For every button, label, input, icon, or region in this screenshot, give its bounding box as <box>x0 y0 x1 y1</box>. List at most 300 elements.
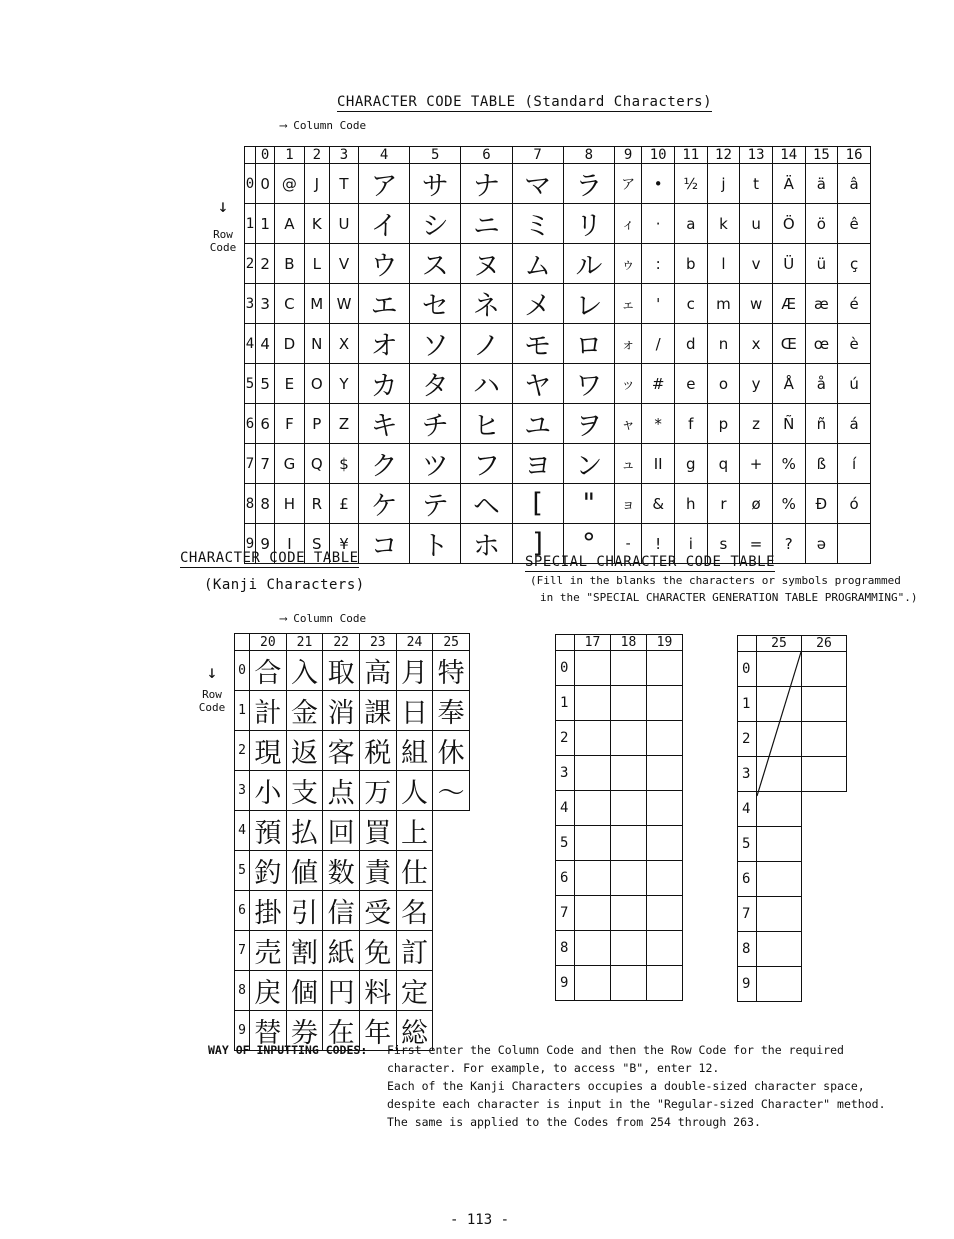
special-a-row <box>556 896 683 931</box>
special-a-row <box>556 791 683 826</box>
std-char-cell: • <box>642 164 675 204</box>
std-char-cell: q <box>707 444 740 484</box>
std-row-header: 1 <box>245 204 256 244</box>
std-char-cell: E <box>275 364 304 404</box>
inputting-codes-line: despite each character is input in the "Regular-sized Character" method. <box>387 1097 886 1111</box>
std-char-cell: N <box>304 324 330 364</box>
std-char-cell: å <box>805 364 838 404</box>
std-char-cell: s <box>707 524 740 564</box>
std-char-cell: œ <box>805 324 838 364</box>
std-char-cell: £ <box>330 484 359 524</box>
special-b-row-header: 9 <box>738 967 757 1002</box>
special-b-blank-cell <box>802 897 847 932</box>
std-row-header: 2 <box>245 244 256 284</box>
std-column-header: 3 <box>330 147 359 164</box>
kanji-char-cell: 客 <box>323 731 360 771</box>
special-a-row <box>556 756 683 791</box>
kanji-char-cell: 金 <box>286 691 323 731</box>
special-b-row-header: 1 <box>738 687 757 722</box>
std-char-cell: æ <box>805 284 838 324</box>
kanji-char-cell: 点 <box>323 771 360 811</box>
std-char-cell: ミ <box>512 204 563 244</box>
std-char-cell: i <box>674 524 707 564</box>
std-char-cell: リ <box>563 204 614 244</box>
std-char-cell: ç <box>838 244 871 284</box>
std-char-cell: G <box>275 444 304 484</box>
kanji-char-cell: 円 <box>323 971 360 1011</box>
std-char-cell: M <box>304 284 330 324</box>
std-char-cell: j <box>707 164 740 204</box>
kanji-column-header: 20 <box>250 634 287 651</box>
special-a-blank-cell <box>575 756 611 791</box>
std-char-cell: é <box>838 284 871 324</box>
inputting-codes-line: The same is applied to the Codes from 254 through 263. <box>387 1115 761 1129</box>
kanji-char-cell: 免 <box>359 931 396 971</box>
std-char-cell: フ <box>461 444 512 484</box>
special-b-row-header: 6 <box>738 862 757 897</box>
kanji-char-cell: 戻 <box>250 971 287 1011</box>
std-char-cell: l <box>707 244 740 284</box>
kanji-char-cell: 人 <box>396 771 433 811</box>
special-a-row-header: 7 <box>556 896 575 931</box>
std-char-cell: ソ <box>410 324 461 364</box>
std-char-cell: 7 <box>256 444 275 484</box>
std-char-cell: ア <box>358 164 409 204</box>
special-b-blank-cell <box>802 652 847 687</box>
std-char-cell: コ <box>358 524 409 564</box>
kanji-column-code-label <box>280 612 366 625</box>
special-a-column-header: 19 <box>647 635 683 651</box>
std-char-cell: メ <box>512 284 563 324</box>
kanji-char-cell: 高 <box>359 651 396 691</box>
std-title-text: CHARACTER CODE TABLE (Standard Characters) <box>337 94 713 110</box>
std-char-cell: : <box>642 244 675 284</box>
kanji-char-cell: 返 <box>286 731 323 771</box>
std-char-cell: Æ <box>772 284 805 324</box>
std-row-header: 5 <box>245 364 256 404</box>
kanji-char-cell: 税 <box>359 731 396 771</box>
std-table-row <box>245 404 871 444</box>
std-header-row <box>245 147 871 164</box>
std-table-row <box>245 284 871 324</box>
std-char-cell: % <box>772 444 805 484</box>
std-char-cell: L <box>304 244 330 284</box>
kanji-table-row <box>235 811 470 851</box>
std-char-cell: C <box>275 284 304 324</box>
special-a-row-header: 6 <box>556 861 575 896</box>
std-char-cell: í <box>838 444 871 484</box>
std-char-cell: Å <box>772 364 805 404</box>
std-char-cell: 2 <box>256 244 275 284</box>
std-char-cell: ケ <box>358 484 409 524</box>
special-b-row-header: 4 <box>738 792 757 827</box>
std-char-cell: マ <box>512 164 563 204</box>
std-char-cell: ッ <box>614 364 641 404</box>
std-char-cell: ヒ <box>461 404 512 444</box>
std-table-title <box>337 94 712 110</box>
kanji-char-cell: 仕 <box>396 851 433 891</box>
std-char-cell: 3 <box>256 284 275 324</box>
kanji-char-cell: 売 <box>250 931 287 971</box>
kanji-char-cell: 数 <box>323 851 360 891</box>
kanji-char-cell: 現 <box>250 731 287 771</box>
special-a-header-row <box>556 635 683 651</box>
kanji-row-code-label <box>197 664 227 714</box>
kanji-character-table <box>234 633 470 1051</box>
std-char-cell: ス <box>410 244 461 284</box>
std-char-cell: チ <box>410 404 461 444</box>
std-char-cell: ャ <box>614 404 641 444</box>
std-char-cell: セ <box>410 284 461 324</box>
kanji-char-cell: 小 <box>250 771 287 811</box>
std-char-cell: ォ <box>614 324 641 364</box>
std-char-cell: ? <box>772 524 805 564</box>
special-a-blank-cell <box>647 686 683 721</box>
std-char-cell: # <box>642 364 675 404</box>
kanji-row-code-line2: Code <box>198 701 226 714</box>
kanji-char-cell: 預 <box>250 811 287 851</box>
kanji-char-cell: 料 <box>359 971 396 1011</box>
std-char-cell: è <box>838 324 871 364</box>
std-char-cell: ú <box>838 364 871 404</box>
special-a-blank-cell <box>575 721 611 756</box>
kanji-column-header: 23 <box>359 634 396 651</box>
std-char-cell: ニ <box>461 204 512 244</box>
std-row-code-label <box>208 198 238 254</box>
kanji-char-cell: 買 <box>359 811 396 851</box>
std-table-row <box>245 364 871 404</box>
kanji-char-cell: 訂 <box>396 931 433 971</box>
kanji-column-header: 22 <box>323 634 360 651</box>
kanji-char-cell: 日 <box>396 691 433 731</box>
std-table-row <box>245 164 871 204</box>
kanji-char-cell: 年 <box>359 1011 396 1051</box>
std-char-cell: [ <box>512 484 563 524</box>
std-column-code-text: Column Code <box>293 119 367 132</box>
std-column-header: 9 <box>614 147 641 164</box>
kanji-char-cell: 責 <box>359 851 396 891</box>
std-char-cell: K <box>304 204 330 244</box>
kanji-header-row <box>235 634 470 651</box>
kanji-char-cell <box>433 851 470 891</box>
kanji-table-row <box>235 731 470 771</box>
std-char-cell: ä <box>805 164 838 204</box>
std-char-cell: II <box>642 444 675 484</box>
std-char-cell: ナ <box>461 164 512 204</box>
std-row-header: 8 <box>245 484 256 524</box>
std-char-cell: % <box>772 484 805 524</box>
std-char-cell: ロ <box>563 324 614 364</box>
kanji-char-cell: 受 <box>359 891 396 931</box>
std-char-cell: " <box>563 484 614 524</box>
special-b-blank-cell <box>802 722 847 757</box>
arrow-down-icon: ↓ <box>206 662 218 683</box>
special-b-row-header: 3 <box>738 757 757 792</box>
special-a-row-header: 4 <box>556 791 575 826</box>
std-char-cell: ヲ <box>563 404 614 444</box>
kanji-char-cell: 奉 <box>433 691 470 731</box>
std-column-header: 2 <box>304 147 330 164</box>
std-char-cell: V <box>330 244 359 284</box>
kanji-column-code-text: Column Code <box>293 612 367 625</box>
kanji-table-row <box>235 891 470 931</box>
std-char-cell: Z <box>330 404 359 444</box>
std-char-cell: @ <box>275 164 304 204</box>
kanji-column-header: 21 <box>286 634 323 651</box>
kanji-char-cell: 名 <box>396 891 433 931</box>
std-char-cell: ヨ <box>512 444 563 484</box>
special-b-row <box>738 967 847 1002</box>
special-b-blank-cell <box>802 967 847 1002</box>
kanji-char-cell: 引 <box>286 891 323 931</box>
std-char-cell: ü <box>805 244 838 284</box>
std-char-cell: ア <box>614 164 641 204</box>
std-column-header: 8 <box>563 147 614 164</box>
std-char-cell: ß <box>805 444 838 484</box>
kanji-char-cell: 券 <box>286 1011 323 1051</box>
std-char-cell: Ä <box>772 164 805 204</box>
special-a-blank-cell <box>575 966 611 1001</box>
std-char-cell: w <box>740 284 773 324</box>
std-char-cell: x <box>740 324 773 364</box>
std-column-header: 13 <box>740 147 773 164</box>
kanji-char-cell: 休 <box>433 731 470 771</box>
kanji-char-cell: 定 <box>396 971 433 1011</box>
std-char-cell: 9 <box>256 524 275 564</box>
std-char-cell: m <box>707 284 740 324</box>
arrow-down-icon: ↓ <box>217 196 229 217</box>
std-char-cell: I <box>275 524 304 564</box>
std-char-cell: * <box>642 404 675 444</box>
kanji-title-text: CHARACTER CODE TABLE <box>180 550 359 566</box>
special-a-row <box>556 686 683 721</box>
special-a-row <box>556 721 683 756</box>
kanji-char-cell: 消 <box>323 691 360 731</box>
special-b-blank-cell <box>757 862 802 897</box>
special-a-row <box>556 931 683 966</box>
special-b-row <box>738 932 847 967</box>
special-a-row-header: 2 <box>556 721 575 756</box>
std-char-cell: ト <box>410 524 461 564</box>
std-char-cell: e <box>674 364 707 404</box>
std-char-cell: ョ <box>614 484 641 524</box>
std-char-cell: u <box>740 204 773 244</box>
std-char-cell: ュ <box>614 444 641 484</box>
special-table-note <box>530 572 918 606</box>
kanji-char-cell <box>433 891 470 931</box>
std-char-cell: n <box>707 324 740 364</box>
inputting-codes-label: WAY OF INPUTTING CODES: <box>208 1043 368 1057</box>
std-char-cell: サ <box>410 164 461 204</box>
special-a-blank-cell <box>575 861 611 896</box>
kanji-char-cell: 総 <box>396 1011 433 1051</box>
special-b-row-header: 5 <box>738 827 757 862</box>
std-char-cell: ネ <box>461 284 512 324</box>
std-row-header: 6 <box>245 404 256 444</box>
std-char-cell: 1 <box>256 204 275 244</box>
kanji-char-cell: ～ <box>433 771 470 811</box>
kanji-corner-cell <box>235 634 250 651</box>
special-a-column-header: 17 <box>575 635 611 651</box>
special-a-row <box>556 651 683 686</box>
special-a-blank-cell <box>575 896 611 931</box>
std-char-cell: Œ <box>772 324 805 364</box>
std-char-cell: シ <box>410 204 461 244</box>
std-char-cell: 5 <box>256 364 275 404</box>
special-a-row <box>556 966 683 1001</box>
kanji-char-cell: 万 <box>359 771 396 811</box>
std-char-cell: ヌ <box>461 244 512 284</box>
std-char-cell: T <box>330 164 359 204</box>
std-row-header: 0 <box>245 164 256 204</box>
std-char-cell: ½ <box>674 164 707 204</box>
inputting-codes-line: Each of the Kanji Characters occupies a double-sized character space, <box>387 1079 865 1093</box>
kanji-char-cell <box>433 931 470 971</box>
special-b-blank-cell <box>757 897 802 932</box>
special-a-row-header: 5 <box>556 826 575 861</box>
std-char-cell: á <box>838 404 871 444</box>
std-char-cell: タ <box>410 364 461 404</box>
std-char-cell: 6 <box>256 404 275 444</box>
kanji-char-cell: 掛 <box>250 891 287 931</box>
std-char-cell: ホ <box>461 524 512 564</box>
std-char-cell: ø <box>740 484 773 524</box>
std-table-row <box>245 444 871 484</box>
special-b-blank-cell <box>802 932 847 967</box>
special-a-blank-cell <box>575 651 611 686</box>
std-char-cell: レ <box>563 284 614 324</box>
std-char-cell: S <box>304 524 330 564</box>
std-corner-cell <box>245 147 256 164</box>
diagonal-slash <box>737 650 807 800</box>
special-a-blank-cell <box>647 861 683 896</box>
kanji-row-code-line1: Row <box>202 688 222 701</box>
std-char-cell: ウ <box>358 244 409 284</box>
kanji-char-cell: 取 <box>323 651 360 691</box>
kanji-table-row <box>235 691 470 731</box>
kanji-row-header: 8 <box>235 971 250 1011</box>
std-column-header: 1 <box>275 147 304 164</box>
std-char-cell: O <box>304 364 330 404</box>
special-a-row <box>556 861 683 896</box>
kanji-row-header: 3 <box>235 771 250 811</box>
std-char-cell: イ <box>358 204 409 244</box>
special-table-a <box>555 634 683 1001</box>
special-a-blank-cell <box>611 896 647 931</box>
std-char-cell: ク <box>358 444 409 484</box>
special-a-blank-cell <box>611 686 647 721</box>
special-b-column-header: 25 <box>757 636 802 652</box>
std-char-cell: ° <box>563 524 614 564</box>
special-b-blank-cell <box>802 827 847 862</box>
special-a-row-header: 8 <box>556 931 575 966</box>
std-column-header: 10 <box>642 147 675 164</box>
std-char-cell: モ <box>512 324 563 364</box>
std-char-cell: ö <box>805 204 838 244</box>
kanji-row-header: 0 <box>235 651 250 691</box>
arrow-right-icon: ⟶ <box>280 119 287 132</box>
std-char-cell: D <box>275 324 304 364</box>
kanji-char-cell: 替 <box>250 1011 287 1051</box>
kanji-row-header: 7 <box>235 931 250 971</box>
std-char-cell: P <box>304 404 330 444</box>
std-column-header: 14 <box>772 147 805 164</box>
std-char-cell: ' <box>642 284 675 324</box>
std-column-header: 12 <box>707 147 740 164</box>
special-a-blank-cell <box>647 756 683 791</box>
kanji-row-header: 6 <box>235 891 250 931</box>
special-a-row-header: 3 <box>556 756 575 791</box>
std-table-row <box>245 204 871 244</box>
std-row-header: 3 <box>245 284 256 324</box>
special-b-row <box>738 897 847 932</box>
kanji-char-cell: 信 <box>323 891 360 931</box>
std-char-cell: z <box>740 404 773 444</box>
special-a-blank-cell <box>611 861 647 896</box>
special-a-column-header: 18 <box>611 635 647 651</box>
special-b-column-header: 26 <box>802 636 847 652</box>
std-char-cell: A <box>275 204 304 244</box>
special-a-row-header: 0 <box>556 651 575 686</box>
std-char-cell <box>838 524 871 564</box>
special-b-row-header: 8 <box>738 932 757 967</box>
kanji-row-header: 4 <box>235 811 250 851</box>
special-a-blank-cell <box>647 791 683 826</box>
kanji-char-cell: 値 <box>286 851 323 891</box>
special-note-line1: (Fill in the blanks the characters or symbols programmed <box>530 574 901 587</box>
std-column-header: 0 <box>256 147 275 164</box>
kanji-table-row <box>235 771 470 811</box>
std-char-cell: キ <box>358 404 409 444</box>
std-table-row <box>245 324 871 364</box>
std-char-cell: 8 <box>256 484 275 524</box>
std-table-row <box>245 484 871 524</box>
std-char-cell: ツ <box>410 444 461 484</box>
std-column-header: 4 <box>358 147 409 164</box>
std-char-cell: Q <box>304 444 330 484</box>
std-char-cell: ェ <box>614 284 641 324</box>
special-a-blank-cell <box>575 686 611 721</box>
std-row-header: 7 <box>245 444 256 484</box>
special-a-blank-cell <box>611 966 647 1001</box>
std-char-cell: p <box>707 404 740 444</box>
std-char-cell: ! <box>642 524 675 564</box>
std-char-cell: ê <box>838 204 871 244</box>
kanji-char-cell: 月 <box>396 651 433 691</box>
std-char-cell: ¥ <box>330 524 359 564</box>
std-column-header: 7 <box>512 147 563 164</box>
inputting-codes-line: character. For example, to access "B", enter 12. <box>387 1061 720 1075</box>
special-a-row-header: 1 <box>556 686 575 721</box>
kanji-row-header: 2 <box>235 731 250 771</box>
page-number: - 113 - <box>450 1212 510 1228</box>
special-a-blank-cell <box>575 791 611 826</box>
kanji-table-subtitle: (Kanji Characters) <box>204 577 365 593</box>
kanji-char-cell: 特 <box>433 651 470 691</box>
std-char-cell: · <box>642 204 675 244</box>
kanji-char-cell: 釣 <box>250 851 287 891</box>
special-a-blank-cell <box>647 826 683 861</box>
std-column-header: 11 <box>674 147 707 164</box>
std-char-cell: y <box>740 364 773 404</box>
std-character-table <box>244 146 871 564</box>
std-row-code-line2: Code <box>209 241 237 254</box>
std-char-cell: $ <box>330 444 359 484</box>
std-char-cell: r <box>707 484 740 524</box>
special-b-blank-cell <box>757 967 802 1002</box>
kanji-char-cell: 個 <box>286 971 323 1011</box>
special-b-row-header: 7 <box>738 897 757 932</box>
